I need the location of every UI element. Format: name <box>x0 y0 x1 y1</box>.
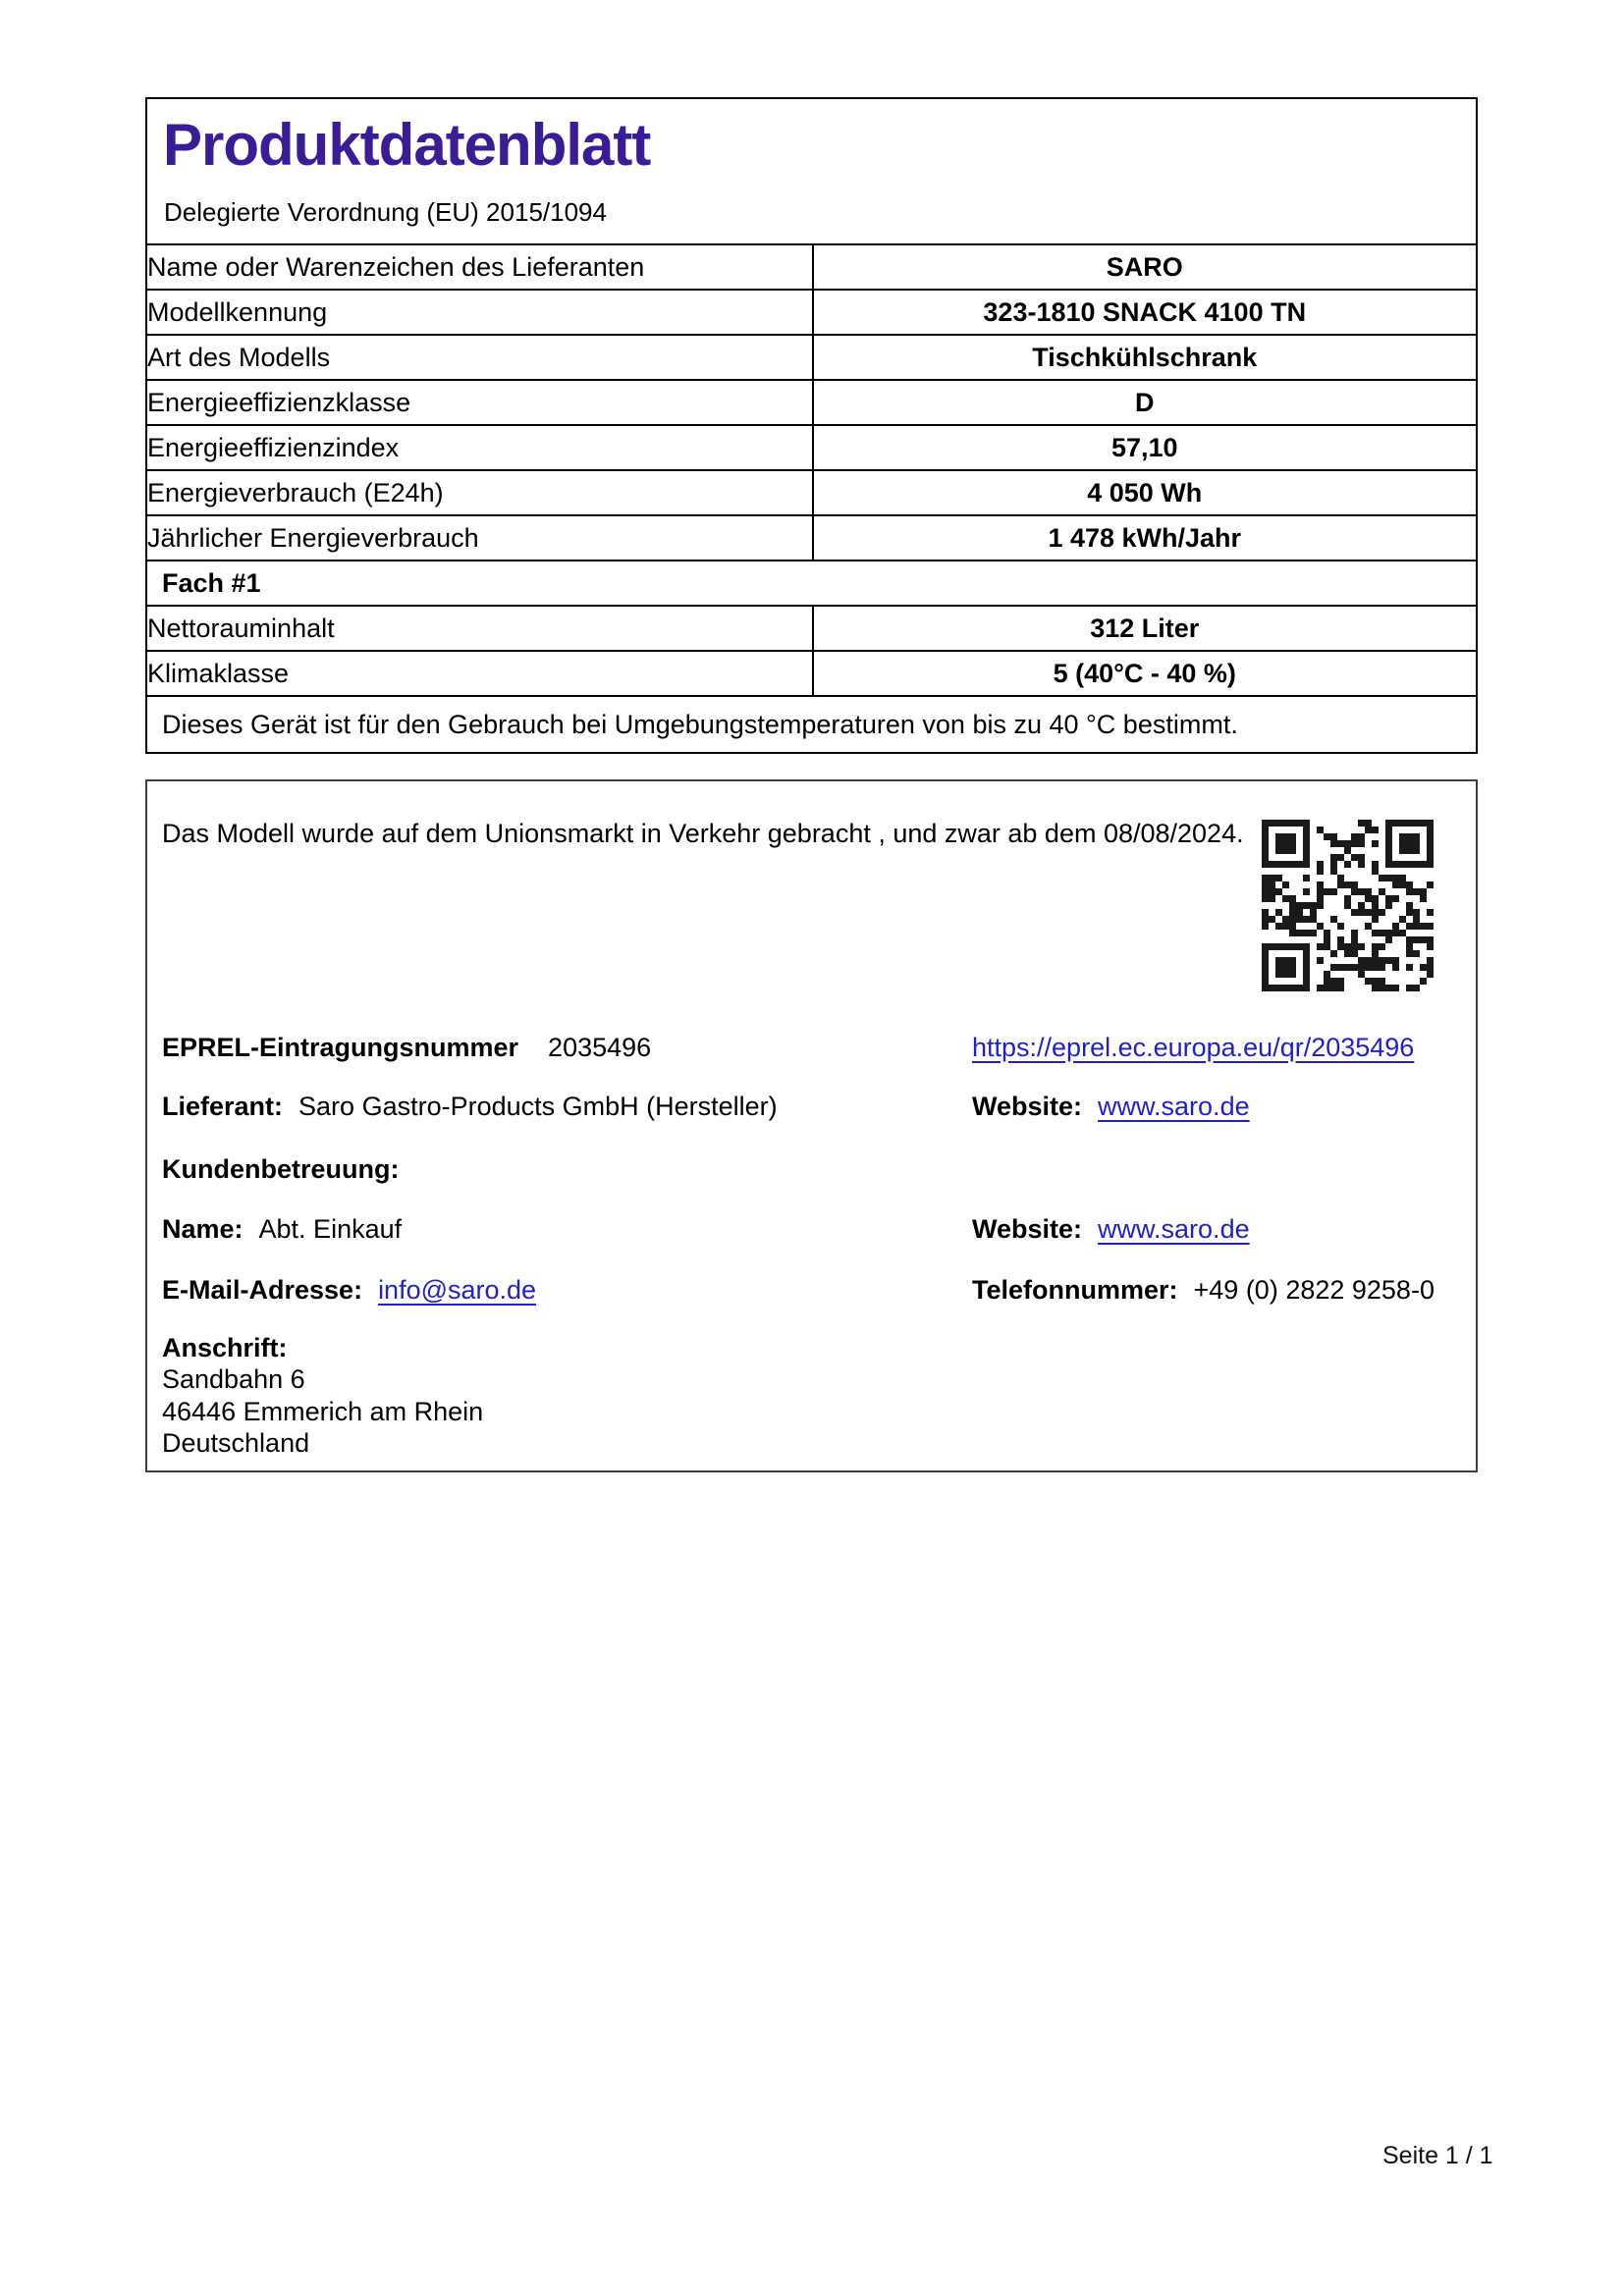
address-line: Sandbahn 6 <box>162 1364 305 1394</box>
spec-value: 5 (40°C - 40 %) <box>813 651 1477 696</box>
spec-label: Energieeffizienzklasse <box>147 380 813 425</box>
supplier-value: Saro Gastro-Products GmbH (Hersteller) <box>298 1092 778 1121</box>
email-label: E-Mail-Adresse: <box>162 1275 363 1305</box>
spec-label: Art des Modells <box>147 335 813 380</box>
supplier-row <box>162 1092 1461 1125</box>
spec-label: Name oder Warenzeichen des Lieferanten <box>147 244 813 290</box>
spec-value: 323-1810 SNACK 4100 TN <box>813 290 1477 335</box>
spec-label: Modellkennung <box>147 290 813 335</box>
spec-label: Energieverbrauch (E24h) <box>147 470 813 515</box>
supplier-info-card <box>145 779 1478 1472</box>
table-row <box>147 244 1476 290</box>
table-row <box>147 380 1476 425</box>
support-heading: Kundenbetreuung: <box>162 1154 400 1184</box>
table-row <box>147 425 1476 470</box>
spec-label: Energieeffizienzindex <box>147 425 813 470</box>
website-label: Website: <box>972 1092 1083 1121</box>
eprel-number: 2035496 <box>548 1033 652 1062</box>
eprel-row <box>162 1033 1461 1066</box>
datasheet-card <box>145 97 1478 754</box>
website-link[interactable]: www.saro.de <box>1098 1214 1250 1244</box>
section-header-row <box>147 561 1476 606</box>
spec-value: 312 Liter <box>813 606 1477 651</box>
page-title: Produktdatenblatt <box>163 112 651 178</box>
address-line: Deutschland <box>162 1428 310 1458</box>
spec-value: 4 050 Wh <box>813 470 1477 515</box>
table-row <box>147 515 1476 561</box>
usage-note: Dieses Gerät ist für den Gebrauch bei Umgebungstemperaturen von bis zu 40 °C bestimmt. <box>147 696 1476 752</box>
eprel-link[interactable]: https://eprel.ec.europa.eu/qr/2035496 <box>972 1033 1415 1062</box>
phone-value: +49 (0) 2822 9258-0 <box>1193 1275 1435 1305</box>
page-number: Seite 1 / 1 <box>1382 2142 1493 2169</box>
address-label: Anschrift: <box>162 1333 288 1362</box>
spec-label: Klimaklasse <box>147 651 813 696</box>
address-heading-row <box>162 1333 1461 1366</box>
table-row <box>147 470 1476 515</box>
table-row <box>147 651 1476 696</box>
name-label: Name: <box>162 1214 244 1244</box>
spec-value: 57,10 <box>813 425 1477 470</box>
spec-value: Tischkühlschrank <box>813 335 1477 380</box>
table-row <box>147 290 1476 335</box>
regulation-subtitle: Delegierte Verordnung (EU) 2015/1094 <box>164 197 607 227</box>
qr-code-icon <box>1262 820 1434 991</box>
supplier-label: Lieferant: <box>162 1092 284 1121</box>
usage-note-row <box>147 696 1476 752</box>
website-link[interactable]: www.saro.de <box>1098 1092 1250 1121</box>
address-line: 46446 Emmerich am Rhein <box>162 1397 484 1426</box>
market-placement-text: Das Modell wurde auf dem Unionsmarkt in Verkehr gebracht , und zwar ab dem 08/08/2024. <box>162 819 1244 848</box>
phone-label: Telefonnummer: <box>972 1275 1178 1305</box>
spec-value: 1 478 kWh/Jahr <box>813 515 1477 561</box>
support-name-row <box>162 1214 1461 1248</box>
spec-table <box>147 243 1476 752</box>
email-link[interactable]: info@saro.de <box>378 1275 537 1305</box>
spec-label: Nettorauminhalt <box>147 606 813 651</box>
website-label: Website: <box>972 1214 1083 1244</box>
table-row <box>147 335 1476 380</box>
table-row <box>147 606 1476 651</box>
support-email-row <box>162 1275 1461 1308</box>
support-heading-row <box>162 1154 1461 1188</box>
name-value: Abt. Einkauf <box>258 1214 403 1244</box>
eprel-label: EPREL-Eintragungsnummer <box>162 1033 519 1062</box>
spec-value: D <box>813 380 1477 425</box>
spec-value: SARO <box>813 244 1477 290</box>
spec-label: Jährlicher Energieverbrauch <box>147 515 813 561</box>
section-header: Fach #1 <box>147 561 1476 606</box>
